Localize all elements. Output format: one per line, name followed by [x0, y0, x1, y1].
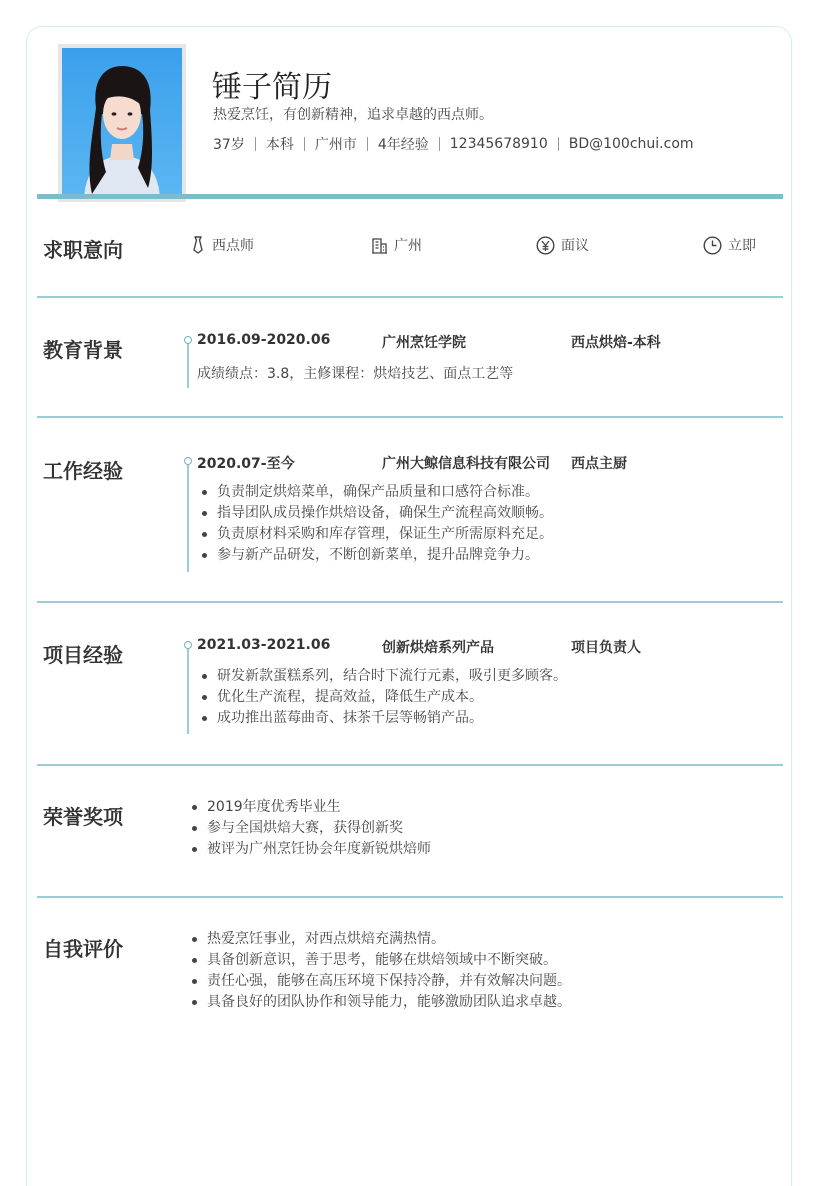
project-role: 项目负责人	[571, 640, 641, 656]
meta-phone: 12345678910	[449, 136, 548, 152]
list-item: 优化生产流程，提高效益，降低生产成本。	[199, 687, 567, 708]
work-period: 2020.07-至今	[197, 456, 295, 472]
section-title-project: 项目经验	[43, 643, 123, 667]
list-item: 负责原材料采购和库存管理，保证生产所需原料充足。	[199, 524, 553, 545]
intent-position	[190, 235, 254, 255]
education-period: 2016.09-2020.06	[197, 332, 331, 348]
work-company: 广州大鲸信息科技有限公司	[382, 456, 550, 472]
meta-separator	[558, 137, 559, 151]
meta-separator	[439, 137, 440, 151]
section-title-honors: 荣誉奖项	[43, 805, 123, 829]
project-bullets	[199, 666, 567, 729]
meta-email: BD@100chui.com	[568, 136, 694, 152]
project-period: 2021.03-2021.06	[197, 637, 331, 653]
education-timeline-dot	[184, 336, 192, 344]
header-accent-bar	[37, 194, 783, 199]
list-item: 责任心强，能够在高压环境下保持冷静，并有效解决问题。	[189, 971, 571, 992]
education-timeline	[187, 340, 189, 388]
candidate-motto: 热爱烹饪，有创新精神，追求卓越的西点师。	[213, 107, 493, 123]
project-name: 创新烘焙系列产品	[382, 640, 494, 656]
section-title-intent: 求职意向	[43, 238, 123, 262]
yen-icon	[536, 236, 555, 255]
self-bullets	[189, 929, 571, 1013]
section-title-self: 自我评价	[43, 937, 123, 961]
education-detail: 成绩绩点：3.8，主修课程：烘焙技艺、面点工艺等	[197, 366, 514, 382]
project-timeline	[187, 646, 189, 734]
intent-position-label: 西点师	[212, 238, 254, 254]
tie-icon	[190, 236, 206, 254]
meta-degree: 本科	[265, 137, 294, 153]
work-role: 西点主厨	[571, 456, 627, 472]
work-timeline	[187, 462, 189, 572]
project-timeline-dot	[184, 641, 192, 649]
intent-salary	[536, 235, 589, 255]
meta-city: 广州市	[314, 137, 357, 153]
meta-separator	[255, 137, 256, 151]
list-item: 具备良好的团队协作和领导能力，能够激励团队追求卓越。	[189, 992, 571, 1013]
section-divider	[37, 601, 783, 603]
list-item: 研发新款蛋糕系列，结合时下流行元素，吸引更多顾客。	[199, 666, 567, 687]
education-major: 西点烘焙-本科	[571, 335, 661, 351]
intent-availability-label: 立即	[728, 238, 756, 254]
work-bullets	[199, 482, 553, 566]
intent-city-label: 广州	[394, 238, 422, 254]
meta-age: 37岁	[213, 137, 245, 153]
list-item: 具备创新意识，善于思考，能够在烘焙领域中不断突破。	[189, 950, 571, 971]
list-item: 参与新产品研发，不断创新菜单，提升品牌竞争力。	[199, 545, 553, 566]
intent-city	[371, 235, 422, 255]
meta-separator	[304, 137, 305, 151]
list-item: 指导团队成员操作烘焙设备，确保生产流程高效顺畅。	[199, 503, 553, 524]
candidate-name: 锤子简历	[212, 70, 332, 105]
list-item: 负责制定烘焙菜单，确保产品质量和口感符合标准。	[199, 482, 553, 503]
meta-separator	[367, 137, 368, 151]
meta-experience: 4年经验	[377, 137, 429, 153]
candidate-meta	[213, 134, 694, 154]
building-icon	[371, 237, 388, 254]
section-divider	[37, 896, 783, 898]
list-item: 成功推出蓝莓曲奇、抹茶千层等畅销产品。	[199, 708, 567, 729]
list-item: 被评为广州烹饪协会年度新锐烘焙师	[189, 839, 431, 860]
list-item: 参与全国烘焙大赛，获得创新奖	[189, 818, 431, 839]
profile-photo	[62, 48, 182, 198]
section-divider	[37, 296, 783, 298]
section-title-education: 教育背景	[43, 338, 123, 362]
work-timeline-dot	[184, 457, 192, 465]
section-divider	[37, 764, 783, 766]
list-item: 热爱烹饪事业，对西点烘焙充满热情。	[189, 929, 571, 950]
list-item: 2019年度优秀毕业生	[189, 797, 431, 818]
honors-bullets	[189, 797, 431, 860]
profile-photo-frame	[58, 44, 186, 202]
intent-salary-label: 面议	[561, 238, 589, 254]
intent-availability	[703, 235, 756, 255]
clock-icon	[703, 236, 722, 255]
section-divider	[37, 416, 783, 418]
section-title-work: 工作经验	[43, 459, 123, 483]
education-school: 广州烹饪学院	[382, 335, 466, 351]
